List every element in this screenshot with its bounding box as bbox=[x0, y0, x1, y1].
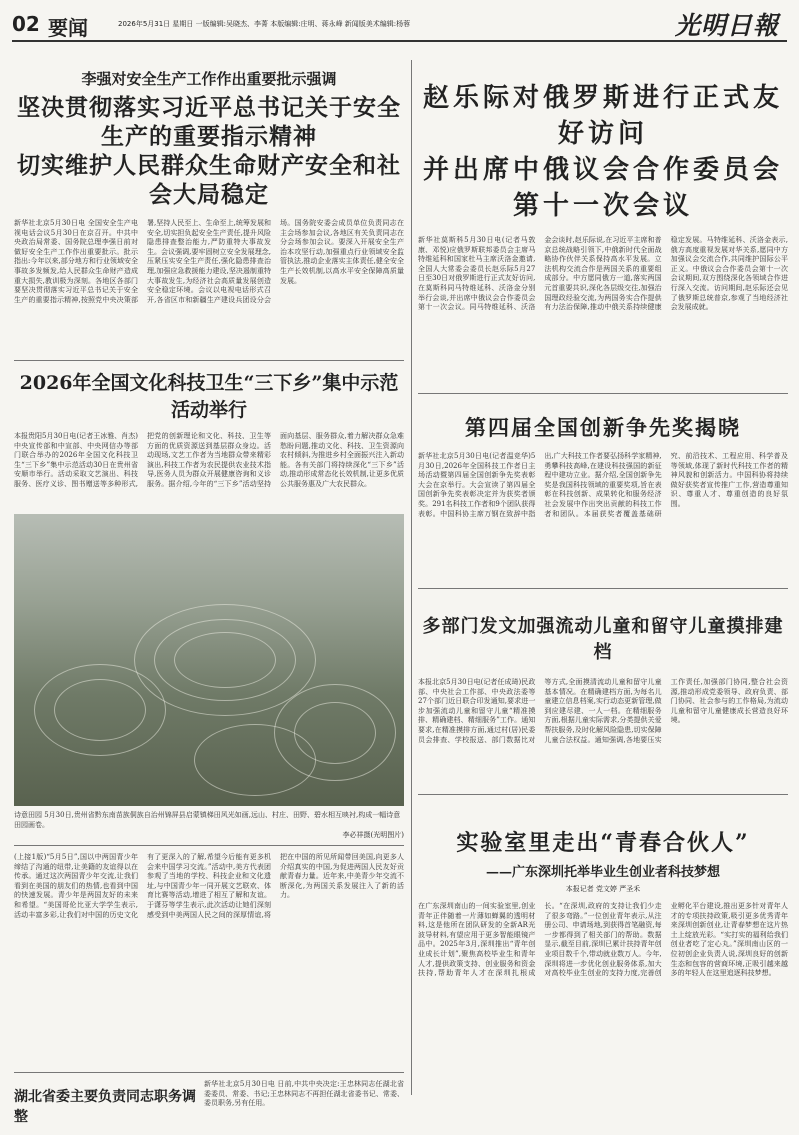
divider bbox=[418, 588, 788, 589]
article-safety-title-1: 坚决贯彻落实习近平总书记关于安全生产的重要指示精神 bbox=[17, 94, 401, 150]
article-friendship-body: (上接1版)“5月5日”,国以中两国青少年缔结了沟通的纽带,让美籍的友谊得以在传承。通过这次两国青少年交流,让我们看到在美国的朋友们的热情,也看到中国的快速发展。青少年是两国友好的未来和希望。“美国哥伦比亚大学学生表示,活动丰富多彩,让我们对中国的历史文化有了更深入的了解,希望今后能有更多机会来中国学习交流。”活动中,美方代表团参观了当地的学校、科技企业和文化遗址,与中国青少年一同开展文艺联欢、体育比赛等活动,增进了相互了解和友谊。于潇芬等学生表示,此次活动让她们深刻感受到中美两国人民之间的深厚情谊,将把在中国的所见所闻带回美国,向更多人介绍真实的中国,为促进两国人民友好贡献青春力量。近年来,中美青少年交流不断深化,为两国关系发展注入了新的活力。 bbox=[14, 853, 404, 919]
terrace-photo bbox=[14, 514, 404, 806]
article-youth-byline: 本报记者 党文婷 严圣禾 bbox=[565, 885, 641, 893]
article-hubei bbox=[14, 1080, 404, 1125]
section-title: 要闻 bbox=[48, 16, 88, 40]
photo-credit: 李必祥摄(光明图片) bbox=[342, 831, 404, 839]
article-innovation bbox=[418, 412, 788, 592]
article-children-body: 本报北京5月30日电(记者任成琦)民政部、中央社会工作部、中央政法委等27个部门近日联合印发通知,要求进一步加强流动儿童和留守儿童“精准摸排、精确建档、精细服务”工作。通知要求,在精准摸排方面,通过村(居)民委员会排查、学校报送、部门数据比对等方式,全面摸清流动儿童和留守儿童基本情况。在精确建档方面,为每名儿童建立信息档案,实行动态更新管理,做到应建尽建、一人一档。在精细服务方面,根据儿童实际需求,分类提供关爱帮扶服务,及时化解风险隐患,切实保障儿童合法权益。通知强调,各地要压实工作责任,加强部门协同,整合社会资源,推动形成党委领导、政府负责、部门协同、社会参与的工作格局,为流动儿童和留守儿童健康成长营造良好环境。 bbox=[418, 678, 788, 744]
article-russia bbox=[418, 60, 788, 431]
article-youth bbox=[418, 826, 788, 1132]
article-safety-body: 新华社北京5月30日电 全国安全生产电视电话会议5月30日在京召开。中共中央政治局常委、国务院总理李强日前对做好安全生产工作作出重要批示。批示指出:今年以来,部分地方和行业领域安全事故多发频发,给人民群众生命财产造成重大损失,教训极为深刻。各地区各部门要坚决贯彻落实习近平总书记关于安全生产的重要指示精神,按照党中央决策部署,坚持人民至上、生命至上,统筹发展和安全,切实担负起安全生产责任,提升风险隐患排查整治能力,严防重特大事故发生。会议强调,要牢固树立安全发展理念,压紧压实安全生产责任,强化隐患排查治理,加强应急救援能力建设,坚决遏制重特大事故发生,为经济社会高质量发展创造安全稳定环境。会议以电视电话形式召开,各省区市和新疆生产建设兵团设分会场。国务院安委会成员单位负责同志在主会场参加会议,各地区有关负责同志在分会场参加会议。要深入开展安全生产治本攻坚行动,加强重点行业领域安全监管执法,推动企业落实主体责任,健全安全生产长效机制,以高水平安全保障高质量发展。 bbox=[14, 219, 404, 304]
article-children bbox=[418, 612, 788, 808]
divider bbox=[14, 845, 404, 846]
divider bbox=[418, 794, 788, 795]
article-hubei-title: 湖北省委主要负责同志职务调整 bbox=[14, 1089, 196, 1125]
edition-meta: 2026年5月31日 星期日 一版编辑:吴晓杰、李菁 本版编辑:庄明、蒋永峰 新闻版美术编辑:杨蓉 bbox=[118, 20, 411, 28]
article-innovation-title: 第四届全国创新争先奖揭晓 bbox=[465, 415, 741, 440]
article-safety bbox=[14, 60, 404, 369]
article-culture-title: 2026年全国文化科技卫生“三下乡”集中示范活动举行 bbox=[19, 372, 399, 421]
header-rule bbox=[12, 40, 787, 42]
article-culture bbox=[14, 368, 404, 538]
article-safety-title-2: 切实维护人民群众生命财产安全和社会大局稳定 bbox=[17, 152, 401, 208]
article-youth-body: 在广东深圳南山的一间实验室里,创业青年正伴随着一片薄如蝉翼的透明材料,这是他所在团队研发的全新AR光波导材料,有望应用于更多智能眼镜产品中。2025年3月,深圳推出“青年创业成长计划”,聚焦高校毕业生和青年人才,提供政策支持、创业服务和资金扶持,帮助青年人才在深圳扎根成长。“在深圳,政府的支持让我们少走了很多弯路。”一位创业青年表示,从注册公司、申请场地,到获得首笔融资,每一步都得到了相关部门的帮助。数据显示,截至目前,深圳已累计扶持青年创业项目数千个,带动就业数万人。今年,深圳将进一步优化创业服务体系,加大对高校毕业生创业的支持力度,完善创业孵化平台建设,推出更多针对青年人才的专项扶持政策,吸引更多优秀青年来深圳创新创业,让青春梦想在这片热土上绽放光彩。“实打实的福利给我们创业者吃了定心丸。”深圳南山区的一位初创企业负责人说,深圳良好的创新生态和包容的营商环境,正吸引越来越多的年轻人在这里追逐科技梦想。 bbox=[418, 902, 788, 978]
page-header bbox=[0, 0, 799, 50]
divider bbox=[14, 360, 404, 361]
page-number: 02 bbox=[12, 12, 40, 36]
divider bbox=[418, 393, 788, 394]
article-innovation-body: 新华社北京5月30日电(记者温竞华)5月30日,2026年全国科技工作者日主场活动暨第四届全国创新争先奖表彰大会在京举行。大会宣读了第四届全国创新争先奖表彰决定并为获奖者颁奖。291名科技工作者和9个团队获得表彰。中国科协主席万钢在致辞中指出,广大科技工作者要弘扬科学家精神,勇攀科技高峰,在建设科技强国的新征程中建功立业。据介绍,全国创新争先奖是我国科技领域的重要奖项,旨在表彰在科技创新、成果转化和服务经济社会发展中作出突出贡献的科技工作者和团队。本届获奖者覆盖基础研究、前沿技术、工程应用、科学普及等领域,体现了新时代科技工作者的精神风貌和创新活力。中国科协将持续做好获奖者宣传推广工作,营造尊重知识、尊重人才、尊重创造的良好氛围。 bbox=[418, 452, 788, 518]
article-hubei-body: 新华社北京5月30日电 日前,中共中央决定:王忠林同志任湖北省委委员、常委、书记;王忠林同志不再担任湖北省委书记、常委、委员职务,另有任用。 bbox=[204, 1080, 404, 1108]
article-russia-body: 新华社莫斯科5月30日电(记者马敦康、邓悦)应俄罗斯联邦委员会主席马特维延科和国家杜马主席沃洛金邀请,全国人大常委会委员长赵乐际5月27日至30日对俄罗斯进行正式友好访问,在莫斯科同马特维延科、沃洛金分别举行会谈,并出席中俄议会合作委员会第十一次会议。同马特维延科、沃洛金会谈时,赵乐际说,在习近平主席和普京总统战略引领下,中俄新时代全面战略协作伙伴关系保持高水平发展。立法机构交流合作是两国关系的重要组成部分。中方愿同俄方一道,落实两国元首重要共识,深化各层级交往,加强治国理政经验交流,为两国务实合作提供有力法治保障,推动中俄关系持续健康稳定发展。马特维延科、沃洛金表示,俄方高度重视发展对华关系,愿同中方加强议会交流合作,共同维护国际公平正义。中俄议会合作委员会第十一次会议期间,双方围绕深化各领域合作进行深入交流。访问期间,赵乐际还会见了俄罗斯总统普京,参观了当地经济社会发展成就。 bbox=[418, 236, 788, 312]
photo-caption: 诗意田园 5月30日,贵州省黔东南苗族侗族自治州锦屏县启蒙镇梯田风光如画,远山、村庄、田野、碧水相互映衬,构成一幅诗意田园画卷。 bbox=[14, 811, 401, 829]
article-safety-subtitle: 李强对安全生产工作作出重要批示强调 bbox=[81, 70, 337, 88]
article-youth-subtitle: ——广东深圳托举毕业生创业者科技梦想 bbox=[485, 865, 720, 880]
center-divider bbox=[411, 60, 412, 1095]
article-russia-title-1: 赵乐际对俄罗斯进行正式友好访问 bbox=[422, 83, 783, 149]
divider bbox=[14, 1072, 404, 1073]
article-youth-title: 实验室里走出“青春合伙人” bbox=[456, 830, 750, 856]
article-culture-body: 本报贵阳5月30日电(记者王冰雅、肖杰)中央宣传部和中宣部、中央网信办等部门联合举办的2026年全国文化科技卫生“三下乡”集中示范活动30日在贵州省安顺市举行。活动采取文艺演出、科技服务、医疗义诊、图书赠送等多种形式,把党的创新理论和文化、科技、卫生等方面的优质资源送到基层群众身边。活动现场,文艺工作者为当地群众带来精彩演出,科技工作者为农民提供农业技术指导,医务人员为群众开展健康咨询和义诊服务。据介绍,今年的“三下乡”活动坚持面向基层、服务群众,着力解决群众急难愁盼问题,推动文化、科技、卫生资源向农村倾斜,为推进乡村全面振兴注入新动能。各有关部门将持续深化“三下乡”活动,推动形成常态化长效机制,让更多优质公共服务惠及广大农民群众。 bbox=[14, 432, 404, 488]
newspaper-masthead: 光明日報 bbox=[675, 11, 780, 40]
article-children-title: 多部门发文加强流动儿童和留守儿童摸排建档 bbox=[422, 616, 784, 663]
article-russia-title-2: 并出席中俄议会合作委员会第十一次会议 bbox=[422, 155, 783, 221]
